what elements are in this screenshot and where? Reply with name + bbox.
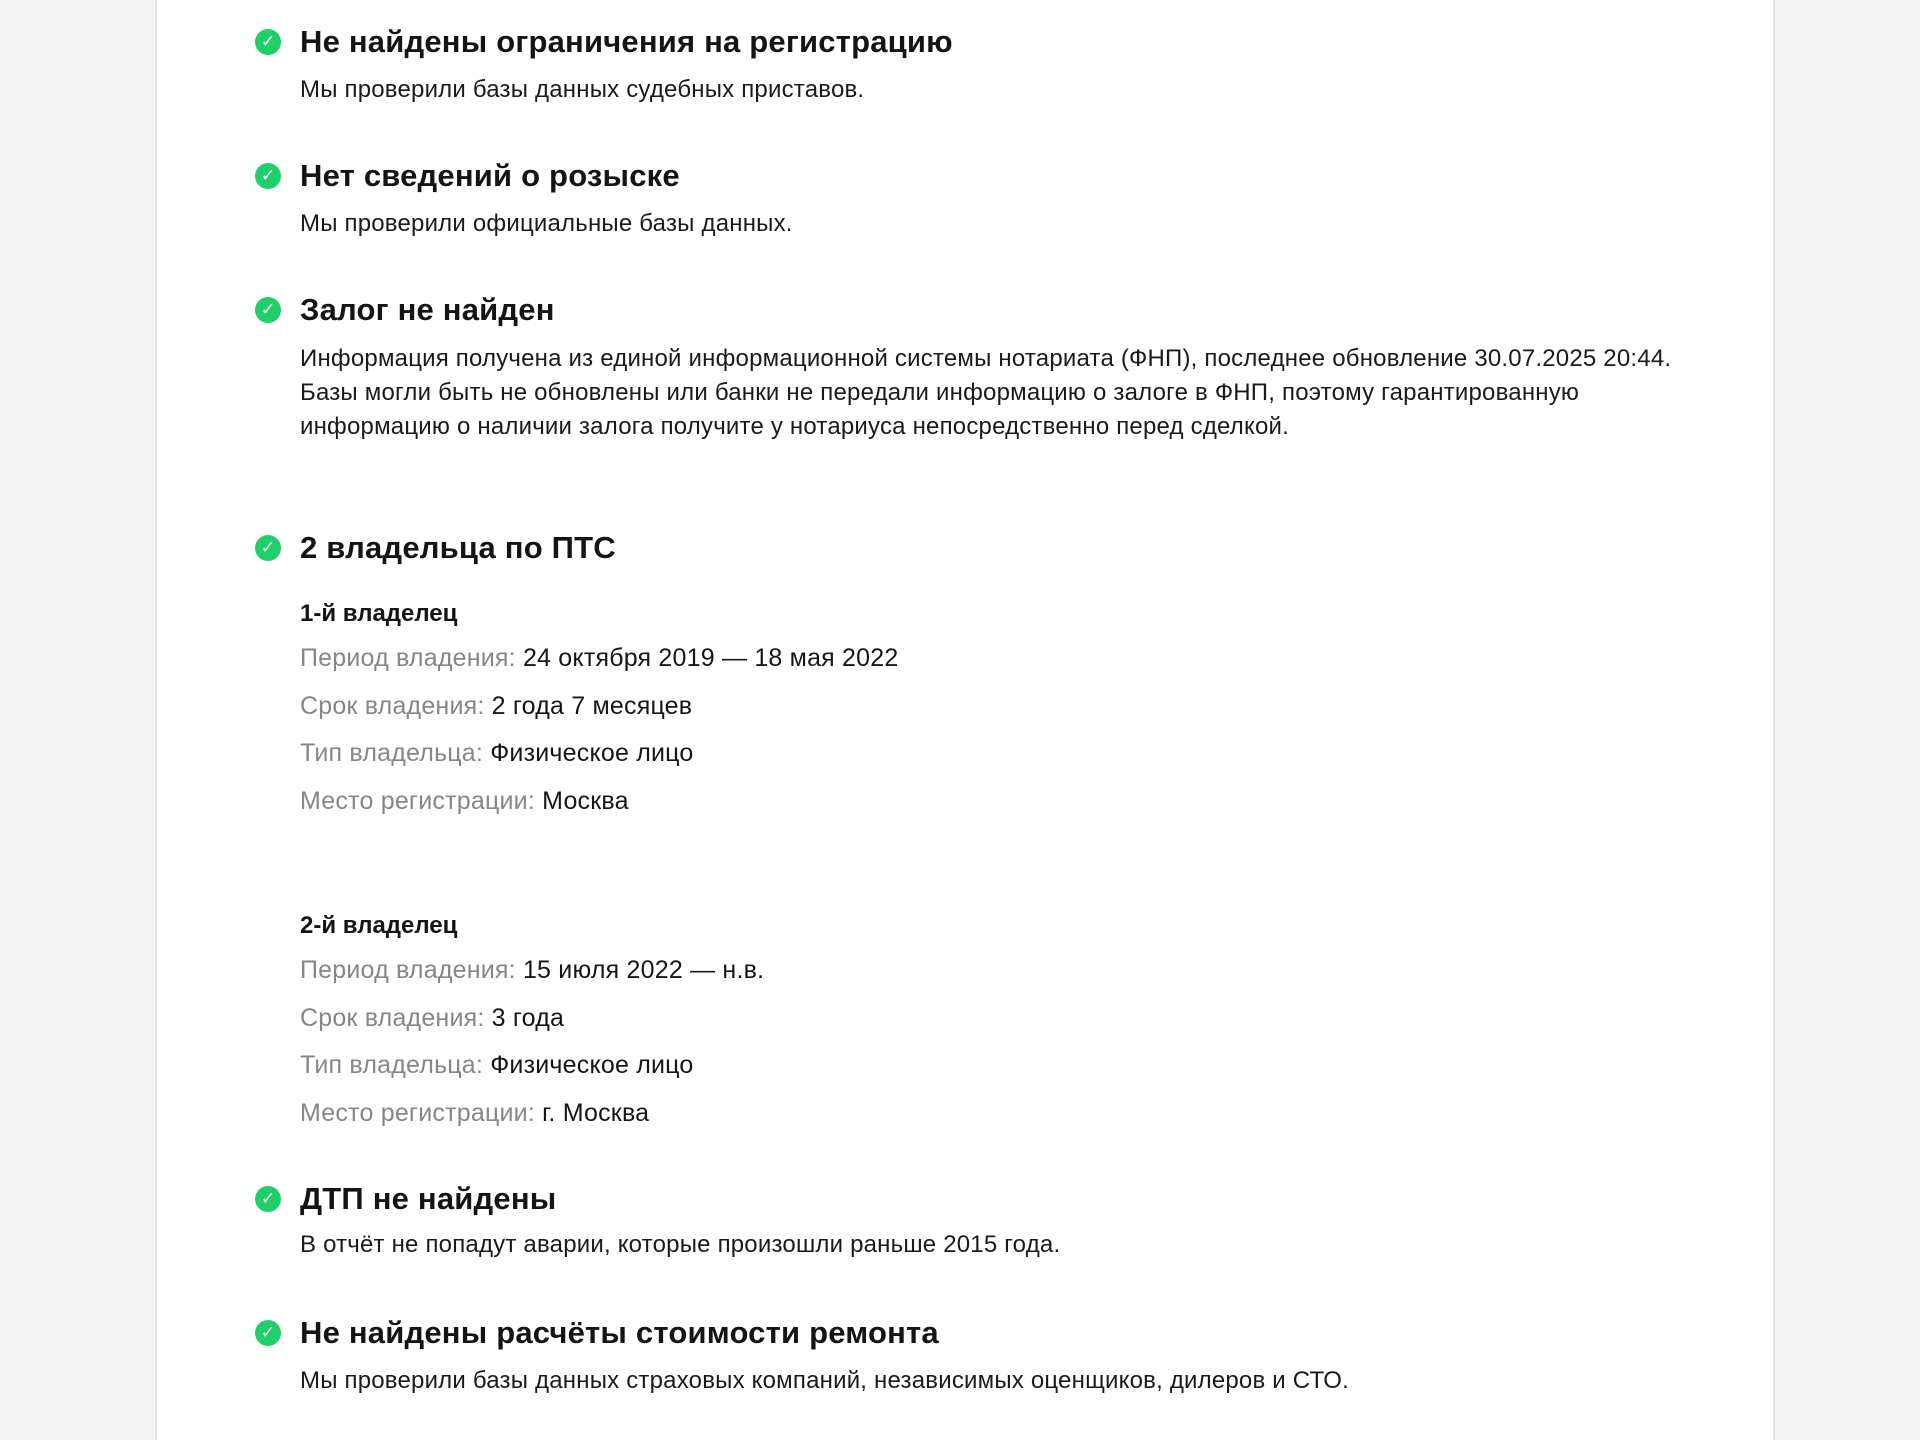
check-circle-icon: ✓	[255, 163, 281, 189]
field-value: Физическое лицо	[490, 739, 694, 767]
owner-place	[300, 1096, 649, 1130]
check-circle-icon: ✓	[255, 1186, 281, 1212]
check-description: Мы проверили базы данных страховых компаний, независимых оценщиков, дилеров и СТО.	[300, 1367, 1350, 1394]
field-value: 15 июля 2022 — н.в.	[522, 956, 765, 984]
check-description: Мы проверили базы данных судебных приставов.	[300, 76, 865, 103]
field-label: Тип владельца:	[300, 739, 484, 767]
check-title: 2 владельца по ПТС	[300, 530, 616, 565]
field-label: Место регистрации:	[300, 1099, 535, 1127]
owner-title: 2-й владелец	[300, 912, 458, 939]
field-value: 24 октября 2019 — 18 мая 2022	[522, 644, 899, 672]
field-value: г. Москва	[542, 1099, 650, 1127]
check-circle-icon: ✓	[255, 535, 281, 561]
field-value: 2 года 7 месяцев	[491, 692, 693, 720]
owner-place	[300, 784, 629, 818]
field-value: 3 года	[491, 1004, 565, 1032]
field-label: Период владения:	[300, 956, 516, 984]
check-title: ДТП не найдены	[300, 1181, 557, 1216]
field-label: Срок владения:	[300, 692, 485, 720]
field-value: Физическое лицо	[490, 1051, 694, 1079]
owner-type	[300, 1048, 694, 1082]
check-description: В отчёт не попадут аварии, которые произошли раньше 2015 года.	[300, 1231, 1061, 1258]
field-label: Тип владельца:	[300, 1051, 484, 1079]
check-description: Информация получена из единой информационной системы нотариата (ФНП), последнее обновление 30.07.2025 20:44. Базы могли быть не обновлены или банки не передали информацию о залоге в ФНП, поэтому гарантированную информацию о наличии залога получите у нотариуса непосредственно перед сделкой.	[300, 345, 1672, 440]
check-circle-icon: ✓	[255, 297, 281, 323]
check-title: Не найдены ограничения на регистрацию	[300, 24, 953, 59]
check-title: Не найдены расчёты стоимости ремонта	[300, 1315, 939, 1350]
field-value: Москва	[542, 787, 629, 815]
check-circle-icon: ✓	[255, 29, 281, 55]
field-label: Срок владения:	[300, 1004, 485, 1032]
owner-period	[300, 953, 764, 987]
check-circle-icon: ✓	[255, 1320, 281, 1346]
owner-term	[300, 689, 692, 723]
owner-type	[300, 736, 694, 770]
field-label: Место регистрации:	[300, 787, 535, 815]
check-title: Нет сведений о розыске	[300, 158, 680, 193]
owner-term	[300, 1001, 564, 1035]
check-description: Мы проверили официальные базы данных.	[300, 210, 793, 237]
check-title: Залог не найден	[300, 292, 555, 327]
owner-title: 1-й владелец	[300, 600, 458, 627]
field-label: Период владения:	[300, 644, 516, 672]
owner-period	[300, 641, 898, 675]
report-card	[155, 0, 1775, 1440]
